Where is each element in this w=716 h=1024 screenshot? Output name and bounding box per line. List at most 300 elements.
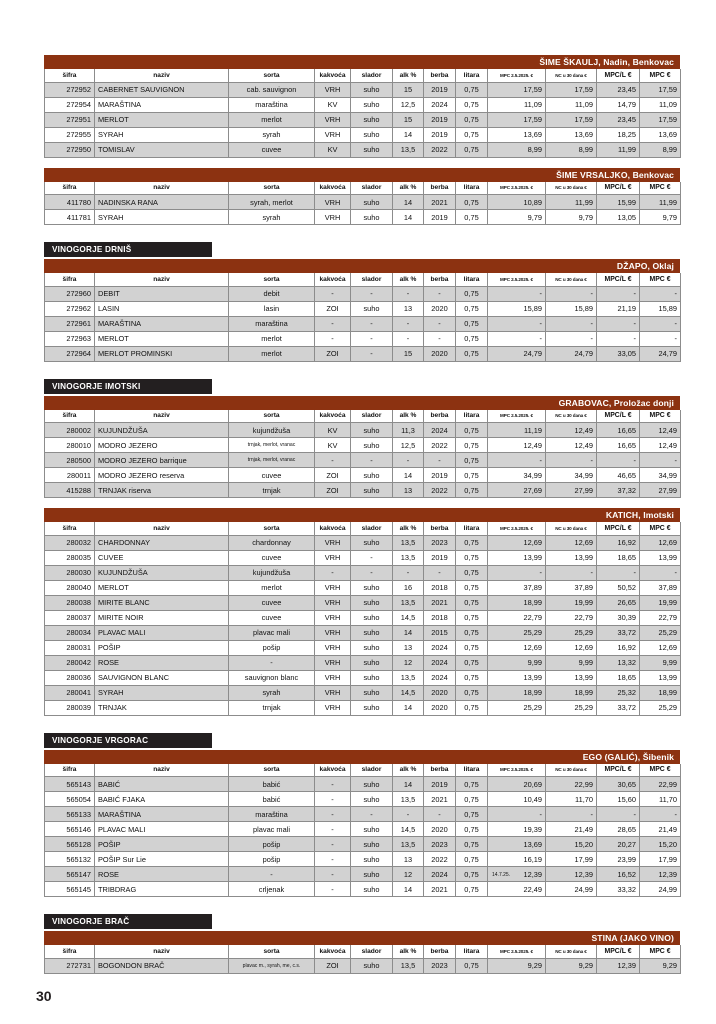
cell-mpcl: 16,92 bbox=[597, 640, 640, 655]
column-header-kakvoca: kakvoća bbox=[315, 69, 351, 82]
column-header-berba: berba bbox=[424, 69, 456, 82]
cell-naziv: POŠIP Sur Lie bbox=[95, 852, 229, 867]
cell-mpcl: 30,65 bbox=[597, 777, 640, 792]
cell-mpc: - bbox=[488, 331, 546, 346]
cell-mpcl: 26,65 bbox=[597, 595, 640, 610]
cell-mpcl: 21,19 bbox=[597, 301, 640, 316]
cell-alk: 15 bbox=[393, 346, 424, 361]
cell-litara: 0,75 bbox=[456, 700, 488, 715]
table-row bbox=[45, 565, 681, 580]
column-header-litara: litara bbox=[456, 410, 488, 423]
column-header-alk: alk % bbox=[393, 182, 424, 195]
producer-label: ŠIME VRSALJKO, Benkovac bbox=[556, 169, 674, 180]
table-row bbox=[45, 625, 681, 640]
cell-sifra: 280032 bbox=[45, 535, 95, 550]
cell-litara: 0,75 bbox=[456, 195, 488, 210]
cell-slador: - bbox=[351, 316, 393, 331]
cell-sifra: 280034 bbox=[45, 625, 95, 640]
cell-mpc: 22,49 bbox=[488, 882, 546, 897]
cell-mpcl: 20,27 bbox=[597, 837, 640, 852]
cell-mpcl: 15,99 bbox=[597, 195, 640, 210]
cell-sorta: cuvee bbox=[229, 595, 315, 610]
cell-mpce: 12,39 bbox=[640, 867, 681, 882]
table-header-row bbox=[45, 764, 681, 777]
cell-berba: 2023 bbox=[424, 837, 456, 852]
cell-slador: suho bbox=[351, 640, 393, 655]
cell-berba: - bbox=[424, 331, 456, 346]
column-header-sifra: šifra bbox=[45, 182, 95, 195]
column-header-sifra: šifra bbox=[45, 522, 95, 535]
cell-berba: 2018 bbox=[424, 610, 456, 625]
cell-sorta: - bbox=[229, 867, 315, 882]
cell-kakvoca: VRH bbox=[315, 550, 351, 565]
cell-sifra: 280011 bbox=[45, 468, 95, 483]
cell-mpc: - bbox=[488, 316, 546, 331]
cell-alk: 14 bbox=[393, 210, 424, 225]
cell-sorta: plavac mali bbox=[229, 625, 315, 640]
cell-nc: 11,99 bbox=[546, 195, 597, 210]
cell-litara: 0,75 bbox=[456, 550, 488, 565]
cell-kakvoca: - bbox=[315, 286, 351, 301]
column-header-mpc: MPC 2.5.2025. € bbox=[488, 410, 546, 423]
cell-sifra: 280500 bbox=[45, 453, 95, 468]
table-row bbox=[45, 852, 681, 867]
table-row bbox=[45, 882, 681, 897]
column-header-sorta: sorta bbox=[229, 522, 315, 535]
column-header-naziv: naziv bbox=[95, 69, 229, 82]
table-row bbox=[45, 958, 681, 973]
cell-naziv: MIRITE BLANC bbox=[95, 595, 229, 610]
cell-kakvoca: - bbox=[315, 882, 351, 897]
cell-sifra: 272954 bbox=[45, 97, 95, 112]
cell-mpce: 8,99 bbox=[640, 142, 681, 157]
table-row bbox=[45, 316, 681, 331]
cell-alk: 13,5 bbox=[393, 142, 424, 157]
cell-mpce: 27,99 bbox=[640, 483, 681, 498]
vinogorje-label: VINOGORJE VRGORAC bbox=[52, 735, 149, 745]
cell-slador: suho bbox=[351, 127, 393, 142]
cell-mpc: 13,69 bbox=[488, 837, 546, 852]
cell-mpce: 13,99 bbox=[640, 670, 681, 685]
cell-slador: - bbox=[351, 550, 393, 565]
cell-sifra: 280038 bbox=[45, 595, 95, 610]
cell-alk: 14,5 bbox=[393, 610, 424, 625]
table-row bbox=[45, 685, 681, 700]
cell-slador: suho bbox=[351, 852, 393, 867]
column-header-mpcl: MPC/L € bbox=[597, 945, 640, 958]
column-header-nc: NC u 30 dana € bbox=[546, 273, 597, 286]
cell-slador: suho bbox=[351, 700, 393, 715]
column-header-slador: slador bbox=[351, 764, 393, 777]
cell-mpcl: - bbox=[597, 565, 640, 580]
cell-slador: suho bbox=[351, 580, 393, 595]
cell-naziv: ROSE bbox=[95, 867, 229, 882]
cell-alk: 13 bbox=[393, 301, 424, 316]
table-header-row bbox=[45, 69, 681, 82]
cell-sorta: pošip bbox=[229, 852, 315, 867]
cell-kakvoca: VRH bbox=[315, 655, 351, 670]
cell-nc: 9,29 bbox=[546, 958, 597, 973]
cell-mpc: - bbox=[488, 807, 546, 822]
cell-litara: 0,75 bbox=[456, 625, 488, 640]
cell-litara: 0,75 bbox=[456, 112, 488, 127]
cell-sifra: 280037 bbox=[45, 610, 95, 625]
cell-litara: 0,75 bbox=[456, 438, 488, 453]
wine-table bbox=[44, 945, 681, 974]
cell-kakvoca: VRH bbox=[315, 535, 351, 550]
section-spacer bbox=[44, 897, 680, 904]
column-header-nc: NC u 30 dana € bbox=[546, 182, 597, 195]
cell-mpcl: 33,32 bbox=[597, 882, 640, 897]
column-header-nc: NC u 30 dana € bbox=[546, 410, 597, 423]
cell-sorta: plavac m., syrah, me, c.s. bbox=[229, 958, 315, 973]
cell-kakvoca: VRH bbox=[315, 195, 351, 210]
cell-berba: 2020 bbox=[424, 685, 456, 700]
cell-berba: 2019 bbox=[424, 127, 456, 142]
column-header-slador: slador bbox=[351, 945, 393, 958]
cell-kakvoca: - bbox=[315, 852, 351, 867]
cell-naziv: SYRAH bbox=[95, 210, 229, 225]
table-row bbox=[45, 640, 681, 655]
cell-sorta: plavac mali bbox=[229, 822, 315, 837]
table-row bbox=[45, 483, 681, 498]
cell-mpce: - bbox=[640, 316, 681, 331]
cell-naziv: SYRAH bbox=[95, 685, 229, 700]
cell-berba: - bbox=[424, 807, 456, 822]
column-header-mpce: MPC € bbox=[640, 182, 681, 195]
cell-alk: 13,5 bbox=[393, 670, 424, 685]
cell-mpce: 12,69 bbox=[640, 640, 681, 655]
cell-sifra: 272952 bbox=[45, 82, 95, 97]
column-header-mpce: MPC € bbox=[640, 522, 681, 535]
cell-slador: suho bbox=[351, 958, 393, 973]
cell-berba: - bbox=[424, 316, 456, 331]
column-header-naziv: naziv bbox=[95, 410, 229, 423]
cell-slador: suho bbox=[351, 195, 393, 210]
cell-alk: 16 bbox=[393, 580, 424, 595]
cell-sorta: cuvee bbox=[229, 550, 315, 565]
cell-nc: 11,70 bbox=[546, 792, 597, 807]
column-header-alk: alk % bbox=[393, 410, 424, 423]
cell-mpc: 16,19 bbox=[488, 852, 546, 867]
cell-sifra: 565146 bbox=[45, 822, 95, 837]
cell-mpce: 17,59 bbox=[640, 82, 681, 97]
cell-nc: 12,39 bbox=[546, 867, 597, 882]
cell-naziv: DEBIT bbox=[95, 286, 229, 301]
column-header-slador: slador bbox=[351, 69, 393, 82]
cell-slador: suho bbox=[351, 610, 393, 625]
cell-berba: 2015 bbox=[424, 625, 456, 640]
sections-container bbox=[44, 55, 680, 974]
cell-mpcl: 16,92 bbox=[597, 535, 640, 550]
cell-nc: 9,79 bbox=[546, 210, 597, 225]
cell-alk: 15 bbox=[393, 82, 424, 97]
cell-sifra: 415288 bbox=[45, 483, 95, 498]
cell-litara: 0,75 bbox=[456, 685, 488, 700]
column-header-kakvoca: kakvoća bbox=[315, 410, 351, 423]
cell-kakvoca: ZOI bbox=[315, 958, 351, 973]
cell-berba: 2024 bbox=[424, 867, 456, 882]
cell-kakvoca: KV bbox=[315, 142, 351, 157]
cell-nc: 19,99 bbox=[546, 595, 597, 610]
cell-mpcl: 16,65 bbox=[597, 423, 640, 438]
column-header-alk: alk % bbox=[393, 764, 424, 777]
cell-litara: 0,75 bbox=[456, 82, 488, 97]
cell-slador: suho bbox=[351, 210, 393, 225]
cell-sorta: merlot bbox=[229, 112, 315, 127]
cell-litara: 0,75 bbox=[456, 595, 488, 610]
table-header-row bbox=[45, 273, 681, 286]
cell-sorta: pošip bbox=[229, 837, 315, 852]
cell-nc: 9,99 bbox=[546, 655, 597, 670]
cell-kakvoca: - bbox=[315, 807, 351, 822]
cell-litara: 0,75 bbox=[456, 670, 488, 685]
cell-berba: 2019 bbox=[424, 210, 456, 225]
cell-kakvoca: VRH bbox=[315, 127, 351, 142]
cell-kakvoca: - bbox=[315, 777, 351, 792]
wine-table bbox=[44, 522, 681, 716]
cell-berba: 2023 bbox=[424, 535, 456, 550]
cell-kakvoca: - bbox=[315, 822, 351, 837]
cell-sifra: 280042 bbox=[45, 655, 95, 670]
column-header-kakvoca: kakvoća bbox=[315, 945, 351, 958]
cell-berba: 2022 bbox=[424, 852, 456, 867]
cell-mpc: 10,89 bbox=[488, 195, 546, 210]
column-header-naziv: naziv bbox=[95, 945, 229, 958]
column-header-sifra: šifra bbox=[45, 410, 95, 423]
cell-sifra: 272955 bbox=[45, 127, 95, 142]
column-header-berba: berba bbox=[424, 764, 456, 777]
cell-mpce: - bbox=[640, 331, 681, 346]
cell-nc: - bbox=[546, 316, 597, 331]
cell-mpc: 17,59 bbox=[488, 112, 546, 127]
cell-mpcl: 33,72 bbox=[597, 700, 640, 715]
cell-kakvoca: ZOI bbox=[315, 346, 351, 361]
column-header-mpc: MPC 2.5.2025. € bbox=[488, 69, 546, 82]
column-header-kakvoca: kakvoća bbox=[315, 522, 351, 535]
table-row bbox=[45, 438, 681, 453]
column-header-sifra: šifra bbox=[45, 69, 95, 82]
cell-alk: 12,5 bbox=[393, 97, 424, 112]
cell-sorta: babić bbox=[229, 777, 315, 792]
cell-alk: 14 bbox=[393, 195, 424, 210]
cell-mpce: 34,99 bbox=[640, 468, 681, 483]
cell-sorta: babić bbox=[229, 792, 315, 807]
cell-sifra: 280031 bbox=[45, 640, 95, 655]
cell-alk: 12,5 bbox=[393, 438, 424, 453]
column-header-alk: alk % bbox=[393, 522, 424, 535]
cell-naziv: MARAŠTINA bbox=[95, 807, 229, 822]
cell-sifra: 411780 bbox=[45, 195, 95, 210]
column-header-mpc: MPC 2.5.2025. € bbox=[488, 273, 546, 286]
cell-mpc: - bbox=[488, 565, 546, 580]
cell-mpcl: 11,99 bbox=[597, 142, 640, 157]
cell-kakvoca: - bbox=[315, 316, 351, 331]
cell-mpcl: 33,05 bbox=[597, 346, 640, 361]
table-row bbox=[45, 610, 681, 625]
cell-mpcl: 23,99 bbox=[597, 852, 640, 867]
cell-naziv: NADINSKA RANA bbox=[95, 195, 229, 210]
cell-kakvoca: VRH bbox=[315, 685, 351, 700]
table-row bbox=[45, 535, 681, 550]
cell-litara: 0,75 bbox=[456, 316, 488, 331]
cell-mpc: 9,79 bbox=[488, 210, 546, 225]
cell-berba: 2024 bbox=[424, 655, 456, 670]
cell-nc: 12,49 bbox=[546, 423, 597, 438]
column-header-mpcl: MPC/L € bbox=[597, 522, 640, 535]
column-header-litara: litara bbox=[456, 522, 488, 535]
cell-slador: suho bbox=[351, 595, 393, 610]
cell-sorta: cuvee bbox=[229, 468, 315, 483]
cell-alk: - bbox=[393, 807, 424, 822]
section-spacer bbox=[44, 225, 680, 232]
cell-litara: 0,75 bbox=[456, 210, 488, 225]
cell-alk: 14 bbox=[393, 882, 424, 897]
cell-sifra: 280030 bbox=[45, 565, 95, 580]
cell-mpce: 15,89 bbox=[640, 301, 681, 316]
cell-mpcl: 15,60 bbox=[597, 792, 640, 807]
cell-mpce: 12,69 bbox=[640, 535, 681, 550]
cell-mpcl: 18,65 bbox=[597, 670, 640, 685]
cell-sifra: 280035 bbox=[45, 550, 95, 565]
cell-sifra: 280041 bbox=[45, 685, 95, 700]
table-row bbox=[45, 655, 681, 670]
cell-sorta: chardonnay bbox=[229, 535, 315, 550]
column-header-nc: NC u 30 dana € bbox=[546, 69, 597, 82]
section-spacer bbox=[44, 716, 680, 723]
cell-nc: 17,59 bbox=[546, 112, 597, 127]
vinogorje-bar bbox=[44, 733, 212, 748]
cell-mpcl: 18,25 bbox=[597, 127, 640, 142]
cell-berba: 2023 bbox=[424, 958, 456, 973]
cell-slador: - bbox=[351, 453, 393, 468]
column-header-slador: slador bbox=[351, 522, 393, 535]
cell-mpc: 9,29 bbox=[488, 958, 546, 973]
vinogorje-bar bbox=[44, 914, 212, 929]
cell-sorta: syrah, merlot bbox=[229, 195, 315, 210]
cell-mpc: - bbox=[488, 286, 546, 301]
cell-slador: - bbox=[351, 331, 393, 346]
cell-slador: suho bbox=[351, 882, 393, 897]
cell-mpce: 13,69 bbox=[640, 127, 681, 142]
cell-kakvoca: VRH bbox=[315, 580, 351, 595]
cell-nc: 22,79 bbox=[546, 610, 597, 625]
column-header-sorta: sorta bbox=[229, 69, 315, 82]
cell-sorta: syrah bbox=[229, 685, 315, 700]
cell-mpc: 27,69 bbox=[488, 483, 546, 498]
cell-mpc: 18,99 bbox=[488, 685, 546, 700]
cell-mpcl: 30,39 bbox=[597, 610, 640, 625]
cell-nc: - bbox=[546, 331, 597, 346]
table-row bbox=[45, 97, 681, 112]
cell-berba: 2021 bbox=[424, 792, 456, 807]
cell-nc: 34,99 bbox=[546, 468, 597, 483]
cell-sorta: trnjak bbox=[229, 483, 315, 498]
cell-kakvoca: VRH bbox=[315, 595, 351, 610]
cell-mpc: 20,69 bbox=[488, 777, 546, 792]
cell-naziv: KUJUNDŽUŠA bbox=[95, 565, 229, 580]
cell-mpc: 18,99 bbox=[488, 595, 546, 610]
cell-sorta: syrah bbox=[229, 127, 315, 142]
cell-sorta: syrah bbox=[229, 210, 315, 225]
cell-nc: 18,99 bbox=[546, 685, 597, 700]
cell-litara: 0,75 bbox=[456, 852, 488, 867]
cell-alk: 13,5 bbox=[393, 837, 424, 852]
cell-mpc: 12,69 bbox=[488, 640, 546, 655]
column-header-slador: slador bbox=[351, 410, 393, 423]
cell-alk: 13,5 bbox=[393, 595, 424, 610]
cell-slador: suho bbox=[351, 685, 393, 700]
cell-slador: suho bbox=[351, 837, 393, 852]
cell-mpc: 19,39 bbox=[488, 822, 546, 837]
cell-sorta: lasin bbox=[229, 301, 315, 316]
cell-berba: 2020 bbox=[424, 700, 456, 715]
cell-litara: 0,75 bbox=[456, 792, 488, 807]
column-header-mpce: MPC € bbox=[640, 764, 681, 777]
table-row bbox=[45, 127, 681, 142]
cell-alk: - bbox=[393, 453, 424, 468]
column-header-alk: alk % bbox=[393, 945, 424, 958]
cell-berba: 2022 bbox=[424, 142, 456, 157]
cell-nc: - bbox=[546, 286, 597, 301]
cell-kakvoca: VRH bbox=[315, 700, 351, 715]
cell-naziv: MODRO JEZERO bbox=[95, 438, 229, 453]
cell-litara: 0,75 bbox=[456, 958, 488, 973]
cell-sorta: trnjak bbox=[229, 700, 315, 715]
cell-alk: - bbox=[393, 316, 424, 331]
cell-sorta: pošip bbox=[229, 640, 315, 655]
cell-mpcl: 37,32 bbox=[597, 483, 640, 498]
cell-mpce: 25,29 bbox=[640, 700, 681, 715]
column-header-mpce: MPC € bbox=[640, 945, 681, 958]
column-header-mpcl: MPC/L € bbox=[597, 410, 640, 423]
cell-berba: 2021 bbox=[424, 195, 456, 210]
cell-mpce: 13,99 bbox=[640, 550, 681, 565]
cell-alk: 12 bbox=[393, 867, 424, 882]
table-row bbox=[45, 807, 681, 822]
cell-mpce: 21,49 bbox=[640, 822, 681, 837]
cell-mpcl: 12,39 bbox=[597, 958, 640, 973]
cell-kakvoca: VRH bbox=[315, 625, 351, 640]
cell-naziv: TOMISLAV bbox=[95, 142, 229, 157]
cell-sifra: 272961 bbox=[45, 316, 95, 331]
cell-mpcl: 33,72 bbox=[597, 625, 640, 640]
cell-kakvoca: KV bbox=[315, 97, 351, 112]
cell-mpcl: 16,52 bbox=[597, 867, 640, 882]
cell-mpce: 9,79 bbox=[640, 210, 681, 225]
producer-bar bbox=[44, 168, 680, 182]
cell-nc: 15,20 bbox=[546, 837, 597, 852]
cell-litara: 0,75 bbox=[456, 346, 488, 361]
producer-label: DŽAPO, Oklaj bbox=[616, 261, 674, 271]
column-header-kakvoca: kakvoća bbox=[315, 182, 351, 195]
cell-sorta: merlot bbox=[229, 580, 315, 595]
cell-slador: suho bbox=[351, 655, 393, 670]
cell-berba: 2019 bbox=[424, 550, 456, 565]
cell-nc: 11,09 bbox=[546, 97, 597, 112]
cell-nc: 25,29 bbox=[546, 625, 597, 640]
cell-mpc-date: 14.7.25. bbox=[492, 871, 511, 878]
column-header-slador: slador bbox=[351, 273, 393, 286]
cell-berba: 2022 bbox=[424, 438, 456, 453]
cell-alk: 14 bbox=[393, 700, 424, 715]
cell-sifra: 565147 bbox=[45, 867, 95, 882]
cell-naziv: CUVEE bbox=[95, 550, 229, 565]
cell-mpce: 9,29 bbox=[640, 958, 681, 973]
cell-mpcl: - bbox=[597, 316, 640, 331]
cell-slador: suho bbox=[351, 483, 393, 498]
cell-mpce: 18,99 bbox=[640, 685, 681, 700]
